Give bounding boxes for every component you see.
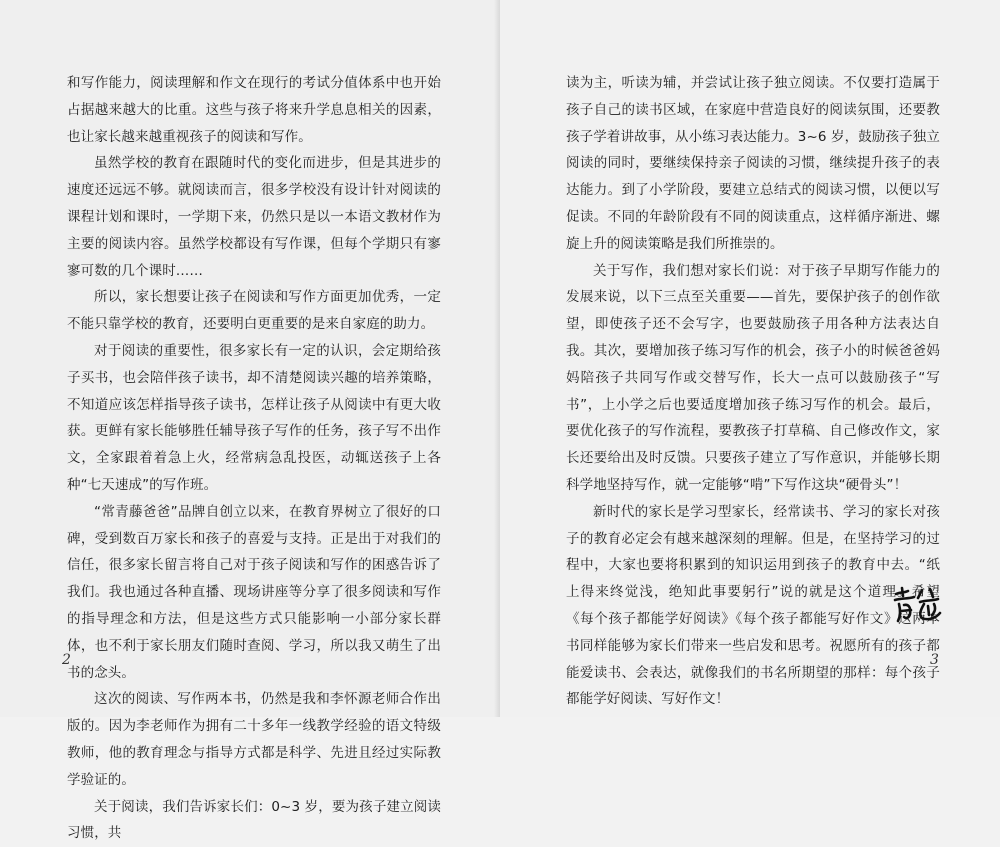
body-paragraph: 所以，家长想要让孩子在阅读和写作方面更加优秀，一定不能只靠学校的教育，还要明白更重要的是来自家庭的助力。 — [67, 289, 441, 333]
body-paragraph: 这次的阅读、写作两本书，仍然是我和李怀源老师合作出版的。因为李老师作为拥有二十多年一线教学经验的语文特级教师，他的教育理念与指导方式都是科学、先进且经过实际教学验证的。 — [67, 691, 441, 788]
body-paragraph: 新时代的家长是学习型家长，经常读书、学习的家长对孩子的教育必定会有越来越深刻的理解。但是，在坚持学习的过程中，大家也要将积累到的知识运用到孩子的教育中去。“纸上得来终觉浅，绝知此事要躬行”说的就是这个道理。希望《每个孩子都能学好阅读》《每个孩子都能写好作文》这两本书同样能够为家长们带来一些启发和思考。祝愿所有的孩子都能爱读书、会表达，就像我们的书名所期望的那样：每个孩子都能学好阅读、写好作文！ — [566, 503, 940, 708]
author-signature — [890, 584, 946, 624]
page-number-right: 3 — [930, 652, 939, 668]
body-paragraph: 和写作能力，阅读理解和作文在现行的考试分值体系中也开始占据越来越大的比重。这些与孩子将来升学息息相关的因素，也让家长越来越重视孩子的阅读和写作。 — [67, 75, 441, 145]
right-page — [500, 0, 1000, 717]
body-paragraph: “常青藤爸爸”品牌自创立以来，在教育界树立了很好的口碑，受到数百万家长和孩子的喜爱与支持。正是出于对我们的信任，很多家长留言将自己对于孩子阅读和写作的困惑告诉了我们。我也通过各种直播、现场讲座等分享了很多阅读和写作的指导理念和方法，但是这些方式只能影响一小部分家长群体，也不利于家长朋友们随时查阅、学习，所以我又萌生了出书的念头。 — [67, 503, 441, 681]
left-page-body — [67, 70, 441, 847]
body-paragraph: 读为主，听读为辅，并尝试让孩子独立阅读。不仅要打造属于孩子自己的读书区域，在家庭中营造良好的阅读氛围，还要教孩子学着讲故事，从小练习表达能力。3~6 岁，鼓励孩子独立阅读的同时，要继续保持亲子阅读的习惯，继续提升孩子的表达能力。到了小学阶段，要建立总结式的阅读习惯，以便以写促读。不同的年龄阶段有不同的阅读重点，这样循序渐进、螺旋上升的阅读策略是我们所推崇的。 — [566, 75, 940, 252]
left-page — [0, 0, 500, 842]
body-paragraph: 对于阅读的重要性，很多家长有一定的认识，会定期给孩子买书，也会陪伴孩子读书，却不清楚阅读兴趣的培养策略，不知道应该怎样指导孩子读书，怎样让孩子从阅读中有更大收获。更鲜有家长能够胜任辅导孩子写作的任务，孩子写不出作文，全家跟着着急上火，经常病急乱投医，动辄送孩子上各种“七天速成”的写作班。 — [67, 342, 441, 493]
body-paragraph: 虽然学校的教育在跟随时代的变化而进步，但是其进步的速度还远远不够。就阅读而言，很多学校没有设计针对阅读的课程计划和课时，一学期下来，仍然只是以一本语文教材作为主要的阅读内容。虽然学校都设有写作课，但每个学期只有寥寥可数的几个课时…… — [67, 155, 441, 279]
right-page-body — [566, 70, 940, 713]
body-paragraph: 关于写作，我们想对家长们说：对于孩子早期写作能力的发展来说，以下三点至关重要——首先，要保护孩子的创作欲望，即使孩子还不会写字，也要鼓励孩子用各种方法表达自我。其次，要增加孩子练习写作的机会，孩子小的时候爸爸妈妈陪孩子共同写作或交替写作，长大一点可以鼓励孩子“写书”，上小学之后也要适度增加孩子练习写作的机会。最后，要优化孩子的写作流程，要教孩子打草稿、自己修改作文，家长还要给出及时反馈。只要孩子建立了写作意识，并能够长期科学地坚持写作，就一定能够“啃”下写作这块“硬骨头”！ — [566, 262, 940, 493]
body-paragraph: 关于阅读，我们告诉家长们：0~3 岁，要为孩子建立阅读习惯，共 — [67, 798, 441, 842]
page-number-left: 2 — [62, 652, 71, 668]
